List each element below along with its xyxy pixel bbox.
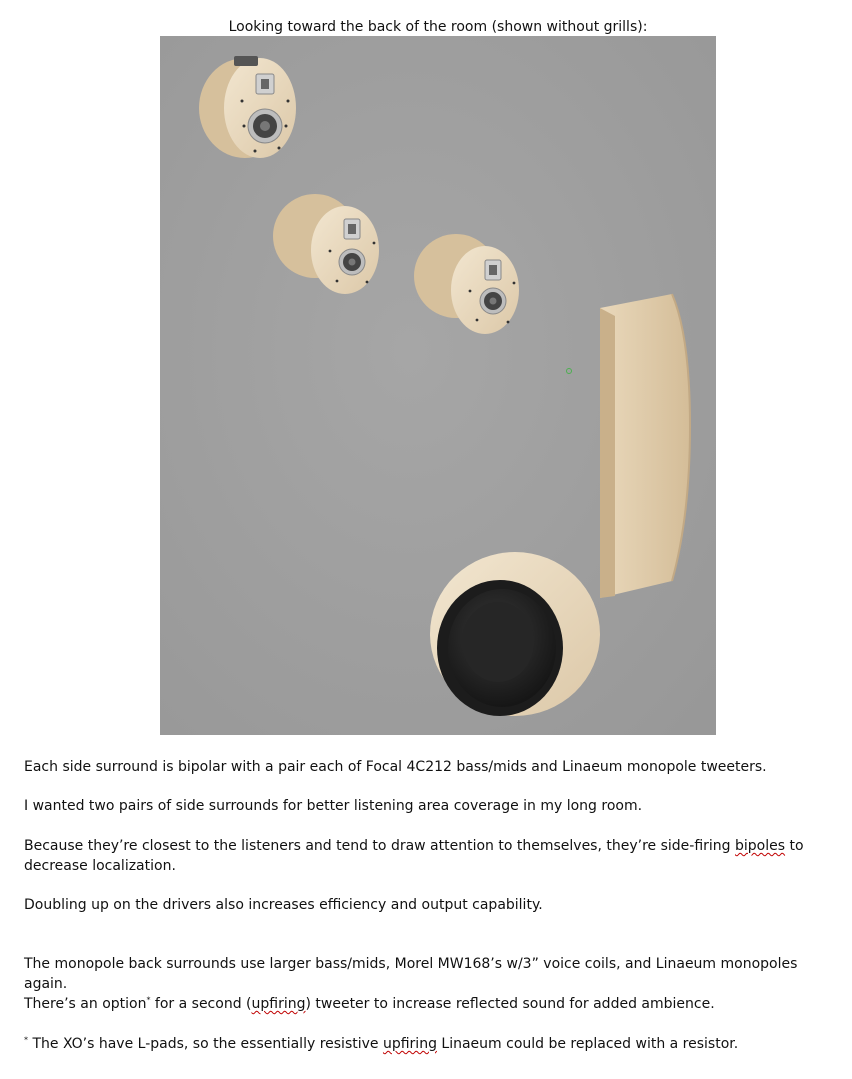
spelling-flag-bipoles[interactable]: bipoles [735,838,786,854]
back-surround-panel [600,294,690,598]
footnote-text-a: The XO’s have L-pads, so the essentially resistive [28,1036,383,1052]
footnote-mark: * [146,995,151,1005]
paragraph-6 [24,994,824,1014]
spelling-flag-upfiring-2[interactable]: upfiring [382,1036,437,1052]
paragraph-3-text-b: to decrease localization. [24,838,804,874]
paragraph-4: Doubling up on the drivers also increases efficiency and output capability. [24,897,543,913]
speaker-render-image [160,36,716,735]
paragraph-1: Each side surround is bipolar with a pair each of Focal 4C212 bass/mids and Linaeum monopole tweeters. [24,759,767,775]
footnote-mark: * [24,1035,28,1045]
paragraph-3 [24,836,824,876]
paragraph-6-text-c: ) tweeter to increase reflected sound for added ambience. [305,996,715,1012]
back-surround-speaker [430,552,600,716]
paragraph-5: The monopole back surrounds use larger bass/mids, Morel MW168’s w/3” voice coils, and Linaeum monopoles again. [24,956,798,992]
footnote-text-b: Linaeum could be replaced with a resistor. [436,1036,739,1052]
spelling-flag-upfiring[interactable]: upfiring [251,996,306,1012]
paragraph-6-text-a: There’s an option [24,996,147,1012]
footnote [24,1034,824,1054]
paragraph-2: I wanted two pairs of side surrounds for better listening area coverage in my long room. [24,798,643,814]
paragraph-6-text-b: for a second ( [150,996,252,1012]
figure-caption: Looking toward the back of the room (shown without grills): [228,19,648,35]
paragraph-3-text-a: Because they’re closest to the listeners and tend to draw attention to themselves, they’re side-firing [24,838,736,854]
